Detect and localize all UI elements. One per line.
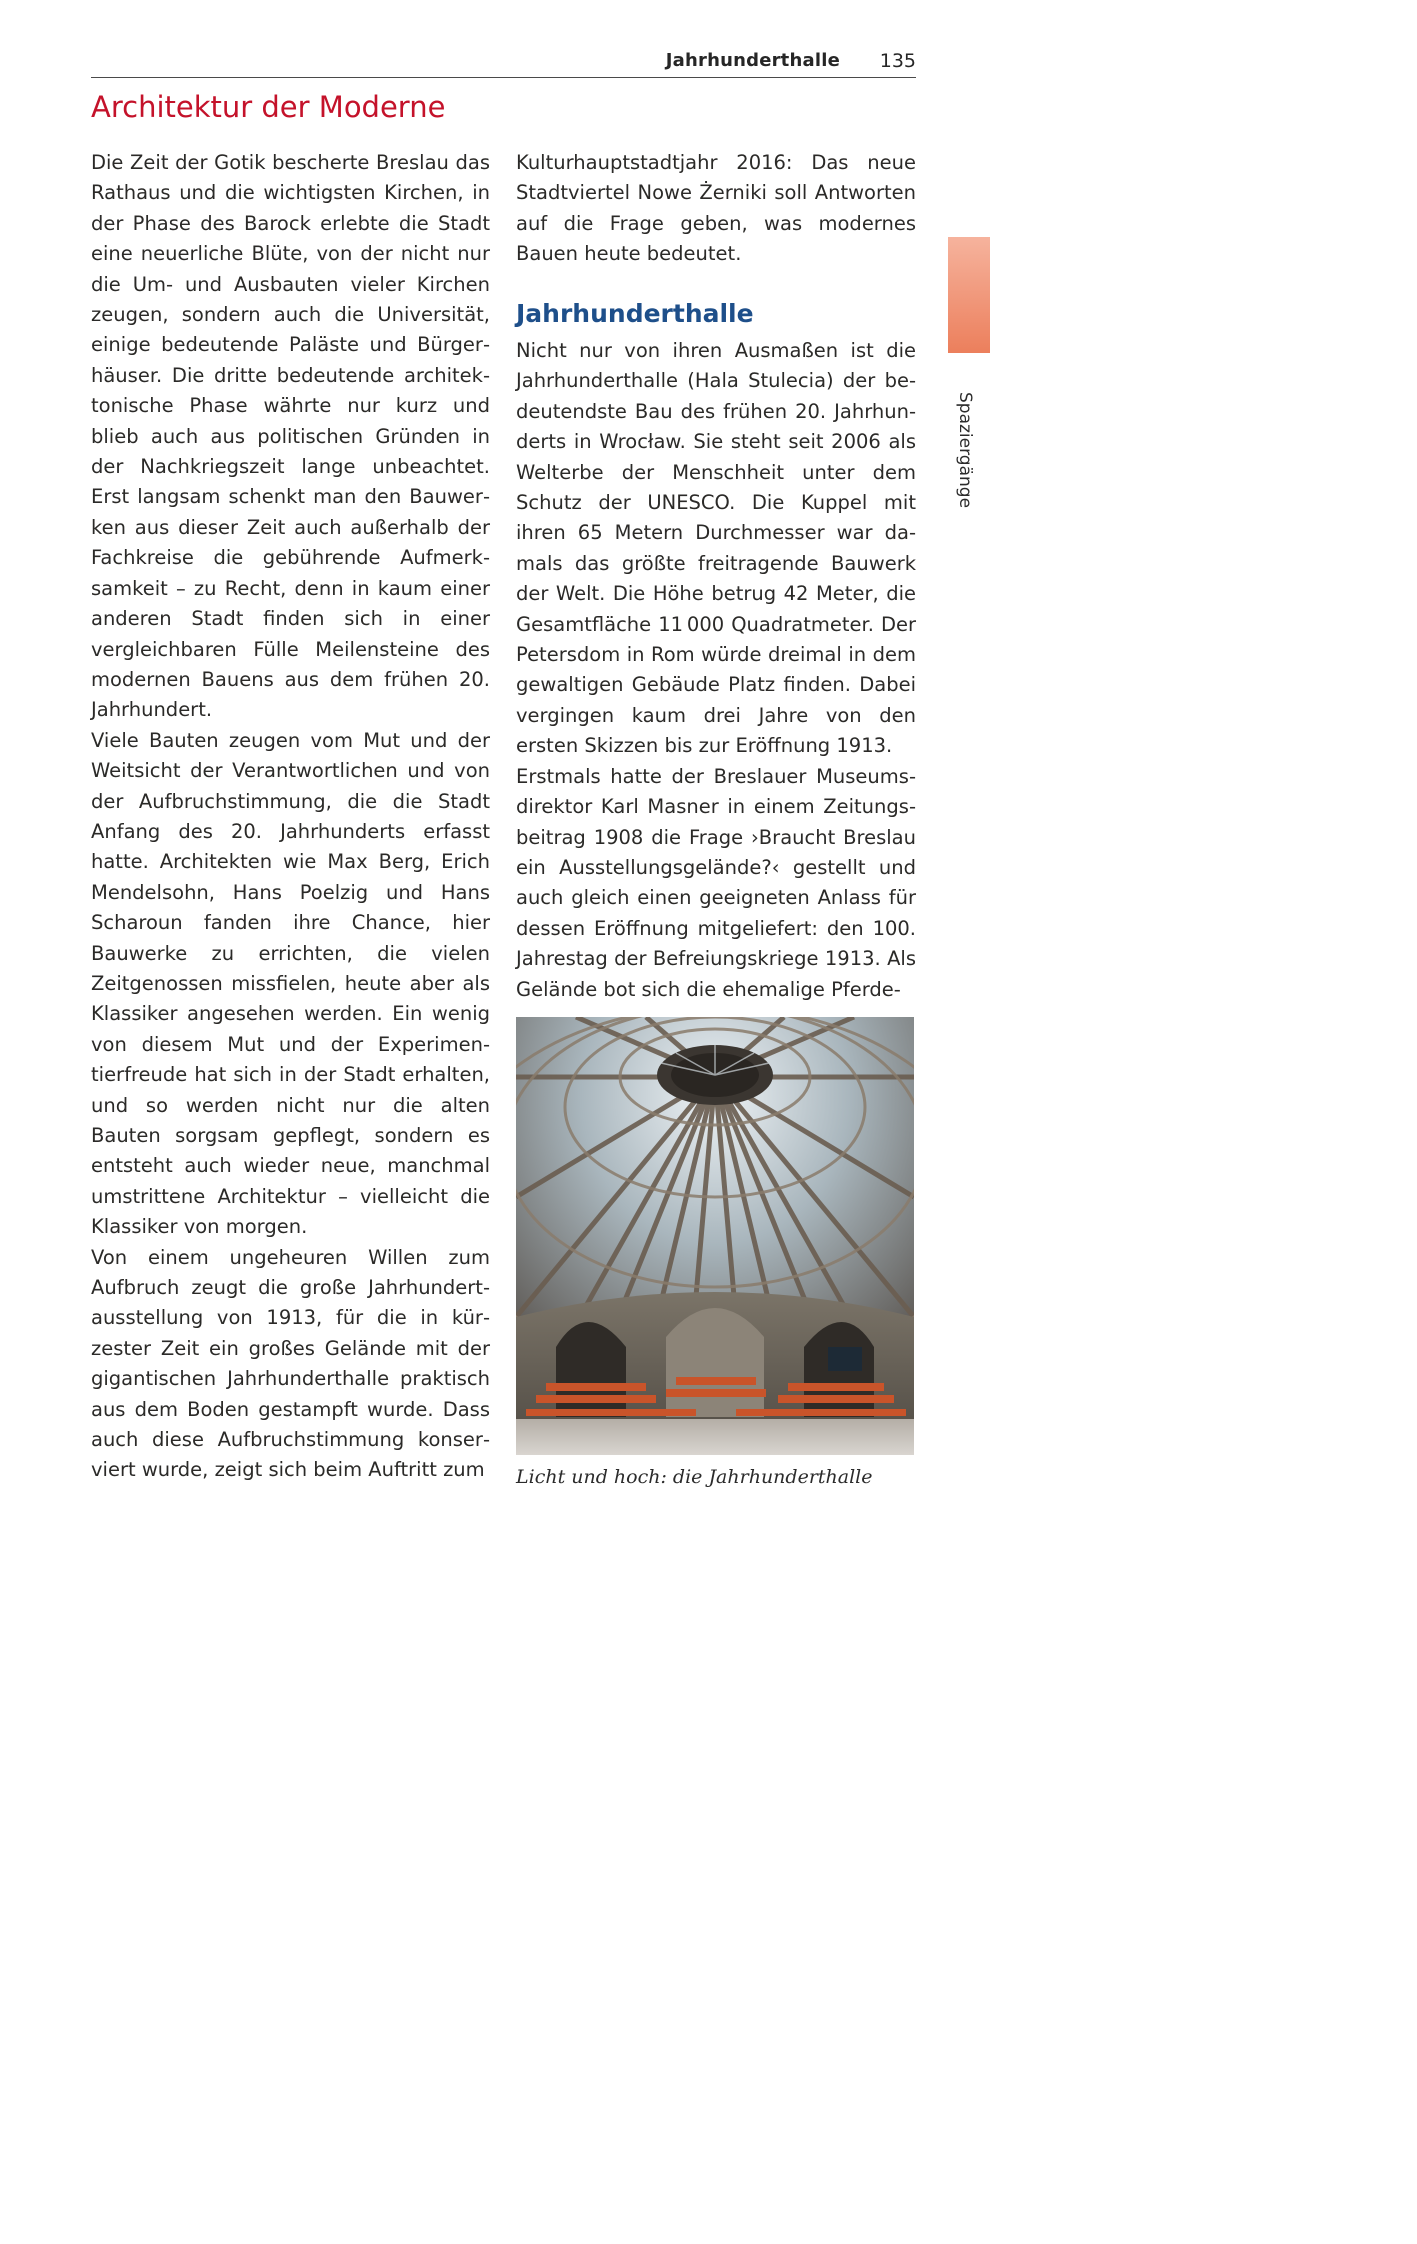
header-rule [91,77,916,78]
section-title: Architektur der Moderne [91,90,446,124]
subheading: Jahrhunderthalle [516,299,754,328]
running-title: Jahrhunderthalle [665,50,840,71]
paragraph: Erstmals hatte der Breslauer Museumsdirektor Karl Masner in einem Zeitungsbeitrag 1908 die Frage ›Braucht Breslau ein Ausstellungsgelände?‹ gestellt und auch gleich einen geeigneten Anlass für dessen Eröffnung mitgeliefert: den 100. Jahrestag der Befreiungskriege 1913. Als Gelände bot sich die ehemalige Pferde- [516,764,916,1001]
dome-interior-illustration [516,1017,914,1455]
page-number: 135 [879,50,916,72]
right-column [516,336,916,1005]
right-column-continuation [516,148,916,270]
chapter-side-tab [948,237,990,353]
paragraph: Viele Bauten zeugen vom Mut und der Weitsicht der Verantwortlichen und von der Aufbruchstimmung, die die Stadt Anfang des 20. Jahrhunderts erfasst hatte. Architekten wie Max Berg, Erich Mendelsohn, Hans Poelzig und Hans Scharoun fanden ihre Chance, hier Bauwerke zu errichten, die vielen Zeitgenossen missfielen, heute aber als Klassiker angesehen werden. Ein wenig von diesem Mut und der Experimentierfreude hat sich in der Stadt erhalten, und so werden nicht nur die alten Bauten sorgsam gepflegt, sondern es entsteht auch wieder neue, manchmal umstrittene Architektur – vielleicht die Klassiker von morgen. [91,728,490,1239]
paragraph: Von einem ungeheuren Willen zum Aufbruch zeugt die große Jahrhundertausstellung von 1913, für die in kürzester Zeit ein großes Gelände mit der gigantischen Jahrhunderthalle praktisch aus dem Boden gestampft wurde. Dass auch diese Aufbruchstimmung konserviert wurde, zeigt sich beim Auftritt zum [91,1245,490,1482]
paragraph: Nicht nur von ihren Ausmaßen ist die Jahrhunderthalle (Hala Stulecia) der bedeutendste Bau des frühen 20. Jahrhunderts in Wrocław. Sie steht seit 2006 als Welterbe der Menschheit unter dem Schutz der UNESCO. Die Kuppel mit ihren 65 Metern Durchmesser war damals das größte freitragende Bauwerk der Welt. Die Höhe betrug 42 Meter, die Gesamtfläche 11 000 Quadratmeter. Der Petersdom in Rom würde dreimal in dem gewaltigen Gebäude Platz finden. Dabei vergingen kaum drei Jahre von den ersten Skizzen bis zur Eröffnung 1913. [516,339,916,758]
chapter-side-label: Spaziergänge [955,392,975,509]
photo-caption: Licht und hoch: die Jahrhunderthalle [516,1466,873,1488]
left-column [91,148,490,1486]
dome-interior-photo [516,1017,914,1455]
paragraph: Kulturhauptstadtjahr 2016: Das neue Stadtviertel Nowe Żerniki soll Antworten auf die Frage geben, was modernes Bauen heute bedeutet. [516,151,916,266]
paragraph: Die Zeit der Gotik bescherte Breslau das Rathaus und die wichtigsten Kirchen, in der Phase des Barock erlebte die Stadt eine neuerliche Blüte, von der nicht nur die Um- und Ausbauten vieler Kirchen zeugen, sondern auch die Universität, einige bedeutende Paläste und Bürgerhäuser. Die dritte bedeutende architektonische Phase währte nur kurz und blieb auch aus politischen Gründen in der Nachkriegszeit lange unbeachtet. Erst langsam schenkt man den Bauwerken aus dieser Zeit auch außerhalb der Fachkreise die gebührende Aufmerksamkeit – zu Recht, denn in kaum einer anderen Stadt finden sich in einer vergleichbaren Fülle Meilensteine des modernen Bauens aus dem frühen 20. Jahrhundert. [91,151,490,722]
